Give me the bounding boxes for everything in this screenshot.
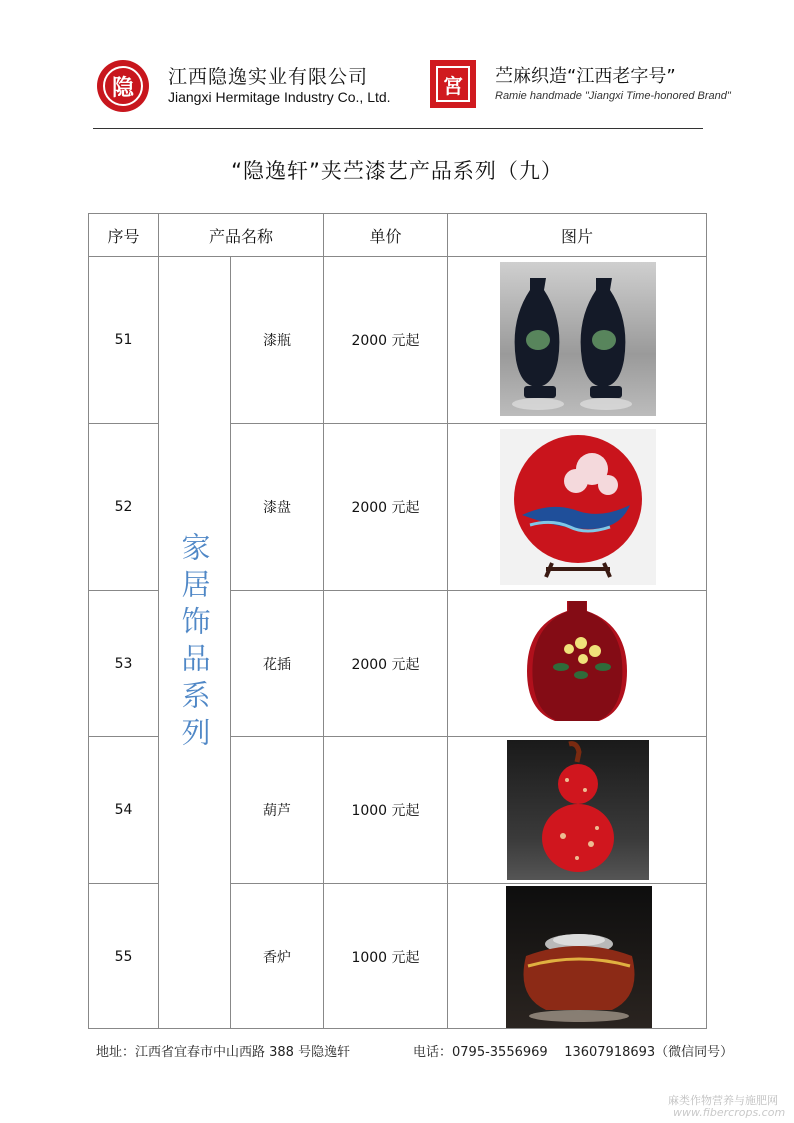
footer-address: 地址：江西省宜春市中山西路 388 号隐逸轩 bbox=[96, 1045, 351, 1060]
row-no: 54 bbox=[114, 802, 133, 818]
watermark-url: www.fibercrops.com bbox=[673, 1106, 786, 1119]
row-name: 葫芦 bbox=[263, 803, 291, 819]
lacquer-vases-image bbox=[500, 262, 656, 416]
row-price: 1000 元起 bbox=[351, 949, 420, 966]
row-name: 漆盘 bbox=[263, 500, 291, 516]
company-name-en: Jiangxi Hermitage Industry Co., Ltd. bbox=[168, 89, 391, 105]
row-name: 花插 bbox=[263, 656, 291, 673]
brand-slogan-en: Ramie handmade "Jiangxi Time-honored Brand" bbox=[495, 90, 731, 102]
row-no: 53 bbox=[114, 655, 133, 672]
header-image: 图片 bbox=[560, 226, 593, 246]
watermark-cn: 麻类作物营养与施肥网 bbox=[668, 1094, 778, 1107]
row-no: 51 bbox=[114, 332, 133, 348]
page-title: “隐逸轩”夹苎漆艺产品系列（九） bbox=[231, 159, 563, 183]
row-no: 52 bbox=[114, 499, 133, 515]
incense-burner-image bbox=[506, 886, 652, 1028]
brand-logo-mark: 宮 bbox=[436, 66, 470, 102]
brand-slogan-cn: 苎麻织造“江西老字号” bbox=[495, 66, 676, 87]
brand-logo bbox=[430, 60, 476, 108]
row-price: 2000 元起 bbox=[351, 333, 420, 349]
header-price: 单价 bbox=[369, 226, 402, 246]
row-no: 55 bbox=[114, 948, 133, 965]
category-label: 家居饰品系列 bbox=[177, 531, 212, 754]
header-name: 产品名称 bbox=[208, 226, 273, 246]
letterhead bbox=[0, 0, 794, 130]
company-logo bbox=[97, 60, 149, 112]
row-price: 2000 元起 bbox=[351, 500, 420, 516]
gourd-image bbox=[507, 740, 649, 880]
lacquer-plate-image bbox=[500, 429, 656, 585]
footer-phone: 电话：0795-3556969 13607918693（微信同号） bbox=[413, 1045, 734, 1060]
row-name: 香炉 bbox=[263, 949, 291, 966]
row-name: 漆瓶 bbox=[263, 333, 291, 349]
company-name-cn: 江西隐逸实业有限公司 bbox=[168, 66, 369, 88]
product-table bbox=[88, 213, 707, 1029]
row-price: 2000 元起 bbox=[351, 656, 420, 673]
row-price: 1000 元起 bbox=[351, 803, 420, 819]
header-no: 序号 bbox=[107, 226, 140, 246]
company-logo-mark: 隐 bbox=[103, 66, 143, 106]
header-divider bbox=[93, 128, 703, 129]
flower-vase-image bbox=[521, 597, 633, 725]
col-divider bbox=[447, 214, 448, 1028]
category-cell bbox=[159, 256, 231, 1029]
